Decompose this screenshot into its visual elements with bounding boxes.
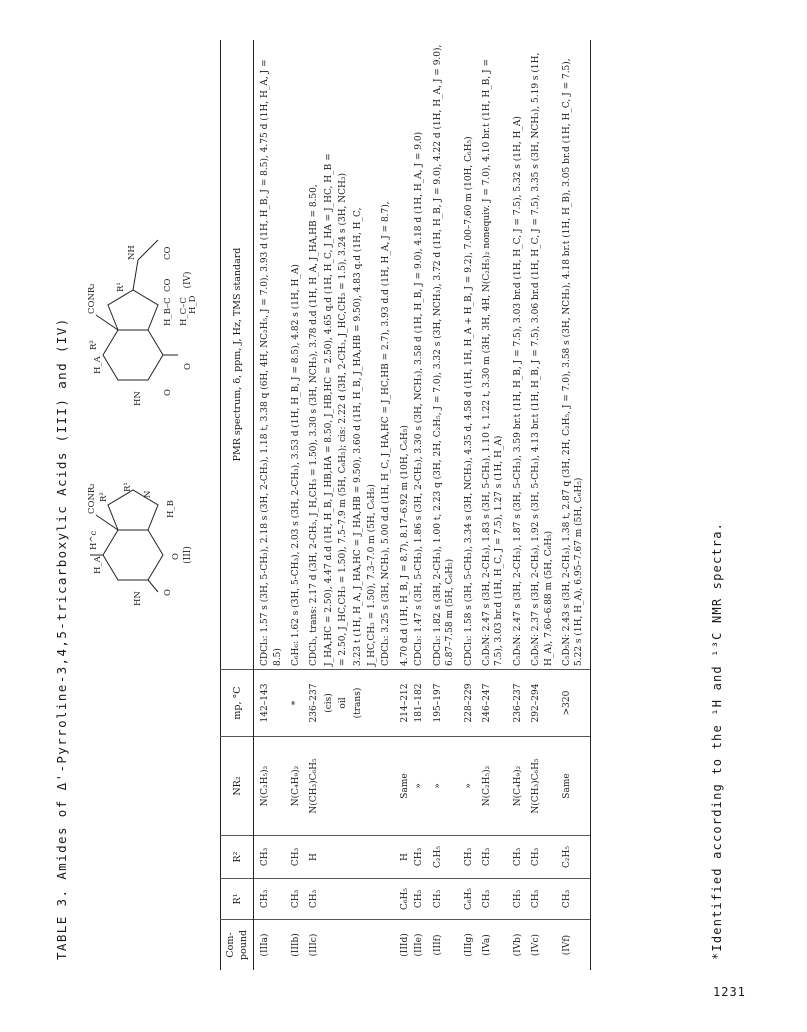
cell-mp: * <box>285 670 303 737</box>
cell-pmr: 4.70 d.d (1H, H_B, J = 8.7), 8.17–6.92 m (10H, C₆H₅) <box>399 425 410 666</box>
structure-iii-drawing <box>78 460 193 610</box>
cell-r1 <box>336 879 350 920</box>
cell-compound: (IVa) <box>476 920 507 971</box>
cell-mp: 292–294 <box>525 670 556 737</box>
atom-ha: H_A <box>93 356 103 374</box>
atom-hn: HN <box>133 391 143 406</box>
cell-compound: (IIIf) <box>427 920 458 971</box>
table-row <box>476 40 507 970</box>
cell-mp: 236–237 <box>507 670 525 737</box>
table-row <box>254 40 285 970</box>
header-nr2: NR₂ <box>221 737 254 836</box>
cell-pmr: J_HA,HC = 2.50), 4.47 d.d (1H, H_B, J_HB,HA = 8.50, J_HB,HC = 2.50), 4.65 q.d (1H, H_C, J_HA = J_HC, H_B = <box>323 153 334 666</box>
atom-hn: HN <box>133 591 143 606</box>
cell-pmr: C₅D₅N: 2.43 s (3H, 2-CH₃), 1.38 t, 2.87 q (3H, 2H, C₂H₅, J = 7.0), 3.58 s (3H, NCH₃), 4.18 br.t (1H, H_B), 3.05 br.d (1H, H_C, J = 7.5), 5.22 s (1H, H_A), 6.95–7.67 m (5H, C₆H₅) <box>556 40 590 670</box>
cell-compound <box>322 920 336 971</box>
atom-o1: O <box>163 389 173 396</box>
cell-r1: CH₃ <box>412 879 426 920</box>
cell-mp: (cis) <box>322 670 336 737</box>
cell-r2: H <box>303 836 321 879</box>
cell-compound: (IIIc) <box>303 920 321 971</box>
cell-nr2: N(CH₃)C₆H₅ <box>525 737 556 836</box>
table-row <box>412 40 426 970</box>
cell-r2 <box>379 836 393 879</box>
cell-mp: 195–197 <box>427 670 458 737</box>
cell-compound: (IIId) <box>394 920 412 971</box>
cell-r1: CH₃ <box>507 879 525 920</box>
cell-mp: (trans) <box>351 670 365 737</box>
cell-r1 <box>365 879 379 920</box>
structure-iv-drawing <box>78 220 196 410</box>
atom-co1: CO <box>163 278 173 292</box>
cell-compound: (IVc) <box>525 920 556 971</box>
cell-r1: CH₃ <box>476 879 507 920</box>
cell-pmr: C₆H₆: 1.62 s (3H, 5-CH₃), 2.03 s (3H, 2-CH₃), 3.53 d (1H, H_B, J = 8.5), 4.82 s (1H, H_A) <box>291 264 302 666</box>
atom-conr2: CONR₂ <box>87 283 97 314</box>
cell-nr2 <box>336 737 350 836</box>
cell-compound: (IIIa) <box>254 920 285 971</box>
table-row <box>556 40 590 970</box>
cell-compound <box>379 920 393 971</box>
table-row <box>365 40 379 970</box>
cell-nr2 <box>351 737 365 836</box>
cell-pmr: CDCl₃: 1.82 s (3H, 2-CH₃), 1.00 t, 2.23 q (3H, 2H, C₂H₅, J = 7.0), 3.32 s (3H, NCH₃), 3.72 d (1H, H_B, J = 9.0), 4.22 d (1H, H_A, J = 9.0), 6.87–7.58 m (5H, C₆H₅) <box>432 44 456 666</box>
header-pmr: PMR spectrum, δ, ppm, J, Hz, TMS standard <box>221 40 254 670</box>
header-r2: R² <box>221 836 254 879</box>
structure-iv <box>78 220 196 410</box>
table-row <box>336 40 350 970</box>
cell-pmr: CDCl₃: 1.58 s (3H, 5-CH₃), 3.34 s (3H, NCH₃), 4.35 d, 4.58 d (1H, 1H, H_A + H_B, J = 9.2), 7.00–7.60 m (10H, C₆H₅) <box>463 136 474 666</box>
cell-mp: 181–182 <box>412 670 426 737</box>
cell-pmr: C₅D₅N: 2.47 s (3H, 2-CH₃), 1.83 s (3H, 5-CH₃), 1.10 t, 1.22 t, 3.30 m (3H, 3H, 4H, N(C₂H₅)₂ nonequiv. J = 7.0), 4.10 br.t (1H, H_B, J = 7.5), 3.03 br.d (1H, H_C, J = 7.5), 1.27 s (1H, H_A) <box>481 58 505 666</box>
structures-figure <box>78 110 198 630</box>
cell-nr2 <box>322 737 336 836</box>
cell-mp: 246–247 <box>476 670 507 737</box>
cell-r2: C₂H₅ <box>556 836 590 879</box>
table-row <box>458 40 476 970</box>
cell-r2: CH₃ <box>412 836 426 879</box>
table-row <box>427 40 458 970</box>
cell-r2: CH₃ <box>254 836 285 879</box>
cell-r2: CH₃ <box>525 836 556 879</box>
cell-pmr: CDCl₃: 3.25 s (3H, NCH₃), 5.00 d.d (1H, H_C, J_HA,HC = J_HC,HB = 2.7), 3.93 d.d (1H, H_A, J = 8.7), <box>381 201 392 666</box>
atom-co2: CO <box>163 246 173 260</box>
atom-hb: H_B <box>166 500 176 518</box>
cell-r1: CH₃ <box>285 879 303 920</box>
cell-r1: CH₃ <box>556 879 590 920</box>
atom-o2: O <box>171 553 181 560</box>
header-compound: Com-pound <box>221 920 254 971</box>
cell-r1: CH₃ <box>525 879 556 920</box>
cell-compound: (IVf) <box>556 920 590 971</box>
cell-pmr: C₅D₅N: 2.37 s (3H, 2-CH₃), 1.92 s (3H, 5-CH₃), 4.13 br.t (1H, H_B, J = 7.5), 3.06 br.d (1H, H_C, J = 7.5), 3.35 s (3H, NCH₃), 5.19 s (1H, H_A), 7.60–6.88 m (5H, C₆H₅) <box>531 52 554 666</box>
cell-nr2: N(C₂H₅)₂ <box>476 737 507 836</box>
cell-r2: H <box>394 836 412 879</box>
amides-table <box>220 40 591 970</box>
cell-compound: (IIIe) <box>412 920 426 971</box>
cell-nr2: N(CH₃)C₆H₅ <box>303 737 321 836</box>
cell-pmr: CDCl₃, trans: 2.17 d (3H, 2-CH₃, J_H,CH₃ = 1.50), 3.30 s (3H, NCH₃), 3.78 d.d (1H, H_A, J_HA,HB = 8.50, <box>309 184 320 666</box>
structure-iii-label: (III) <box>183 546 193 564</box>
cell-nr2: Same <box>394 737 412 836</box>
cell-nr2: N(C₄H₉)₂ <box>285 737 303 836</box>
cell-nr2: Same <box>556 737 590 836</box>
footnote: *Identified according to the ¹H and ¹³C NMR spectra. <box>710 521 724 960</box>
rotated-table-block <box>50 40 750 970</box>
cell-r1: CH₃ <box>254 879 285 920</box>
cell-mp <box>379 670 393 737</box>
atom-hc-c: H_C–C <box>179 297 189 326</box>
cell-pmr: C₅D₅N: 2.47 s (3H, 2-CH₃), 1.87 s (3H, 5-CH₃), 3.59 br.t (1H, H_B, J = 7.5), 3.03 br.d (1H, H_C, J = 7.5), 5.32 s (1H, H_A) <box>512 116 523 666</box>
cell-r2: CH₃ <box>476 836 507 879</box>
cell-mp: 236–237 <box>303 670 321 737</box>
cell-nr2: » <box>412 737 426 836</box>
cell-nr2 <box>379 737 393 836</box>
atom-n: N <box>143 490 153 498</box>
structure-iii <box>78 460 193 610</box>
table-body <box>254 40 591 970</box>
header-mp: mp, °C <box>221 670 254 737</box>
cell-mp: 142–143 <box>254 670 285 737</box>
cell-r2: CH₃ <box>507 836 525 879</box>
table-row <box>351 40 365 970</box>
atom-r2: R² <box>89 340 99 350</box>
table-row <box>303 40 321 970</box>
atom-hd: H_D <box>188 295 198 314</box>
table-caption: TABLE 3. Amides of Δ'-Pyrroline-3,4,5-tricarboxylic Acids (III) and (IV) <box>54 317 69 960</box>
cell-compound <box>365 920 379 971</box>
cell-compound <box>351 920 365 971</box>
cell-nr2 <box>365 737 379 836</box>
table-row <box>507 40 525 970</box>
cell-r1: C₆H₅ <box>458 879 476 920</box>
cell-r2: CH₃ <box>285 836 303 879</box>
atom-conr2: CONR₂ <box>87 483 97 514</box>
cell-pmr: J_HC,CH₃ = 1.50), 7.3–7.0 m (5H, C₆H₅) <box>367 484 378 666</box>
cell-r1 <box>322 879 336 920</box>
cell-r2 <box>365 836 379 879</box>
cell-compound: (IIIb) <box>285 920 303 971</box>
table-row <box>285 40 303 970</box>
atom-nh: NH <box>127 245 137 260</box>
cell-mp: 214–212 <box>394 670 412 737</box>
table-row <box>394 40 412 970</box>
cell-pmr: CDCl₃: 1.57 s (3H, 5-CH₃), 2.18 s (3H, 2-CH₃), 1.18 t, 3.38 q (6H, 4H, NC₂H₅, J = 7.0), 3.93 d (1H, H_B, J = 8.5), 4.75 d (1H, H_A, J = 8.5) <box>260 59 283 666</box>
cell-r1: CH₃ <box>427 879 458 920</box>
atom-r2: R² <box>99 492 109 502</box>
atom-o1: O <box>163 589 173 596</box>
cell-compound: (IIIg) <box>458 920 476 971</box>
cell-r1 <box>379 879 393 920</box>
cell-compound: (IVb) <box>507 920 525 971</box>
cell-mp: oil <box>336 670 350 737</box>
table-header-row <box>221 40 254 970</box>
cell-pmr: = 2.50, J_HC,CH₃ = 1.50), 7.5–7.9 m (5H, C₆H₅); cis: 2.22 d (3H, 2-CH₃, J_HC,CH₃ = 1.5), 3.24 s (3H, NCH₃) <box>338 172 349 666</box>
cell-mp: 228–229 <box>458 670 476 737</box>
cell-nr2: N(C₄H₉)₂ <box>507 737 525 836</box>
table-row <box>525 40 556 970</box>
cell-r2 <box>336 836 350 879</box>
cell-pmr: 3.23 t (1H, H_A, J_HA,HC = J_HA,HB = 9.50), 3.60 d (1H, H_B, J_HA,HB = 9.50), 4.83 q.d (1H, H_C, <box>352 207 363 666</box>
cell-r1: C₆H₅ <box>394 879 412 920</box>
atom-o2: O <box>183 363 193 370</box>
atom-ha: H_A <box>93 556 103 574</box>
atom-hc: H^c <box>89 530 99 550</box>
cell-mp: >320 <box>556 670 590 737</box>
cell-r1 <box>351 879 365 920</box>
atom-hb-c: H_B–C <box>163 297 173 326</box>
cell-nr2: » <box>458 737 476 836</box>
data-table-wrap <box>220 40 591 970</box>
page-number: 1231 <box>713 985 746 999</box>
cell-r2: C₂H₅ <box>427 836 458 879</box>
cell-mp <box>365 670 379 737</box>
structure-iv-label: (IV) <box>183 271 193 289</box>
cell-r2 <box>322 836 336 879</box>
cell-r2 <box>351 836 365 879</box>
cell-pmr: CDCl₃: 1.47 s (3H, 5-CH₃), 1.86 s (3H, 2-CH₃), 3.30 s (3H, NCH₃), 3.58 d (1H, H_B, J = 9.0), 4.18 d (1H, H_A, J = 9.0) <box>414 131 425 666</box>
table-row <box>322 40 336 970</box>
cell-nr2: » <box>427 737 458 836</box>
cell-r1: CH₃ <box>303 879 321 920</box>
cell-compound <box>336 920 350 971</box>
atom-r1: R¹ <box>116 282 126 292</box>
header-r1: R¹ <box>221 879 254 920</box>
cell-r2: CH₃ <box>458 836 476 879</box>
atom-r1: R¹ <box>123 482 133 492</box>
cell-nr2: N(C₂H₅)₂ <box>254 737 285 836</box>
table-row <box>379 40 393 970</box>
